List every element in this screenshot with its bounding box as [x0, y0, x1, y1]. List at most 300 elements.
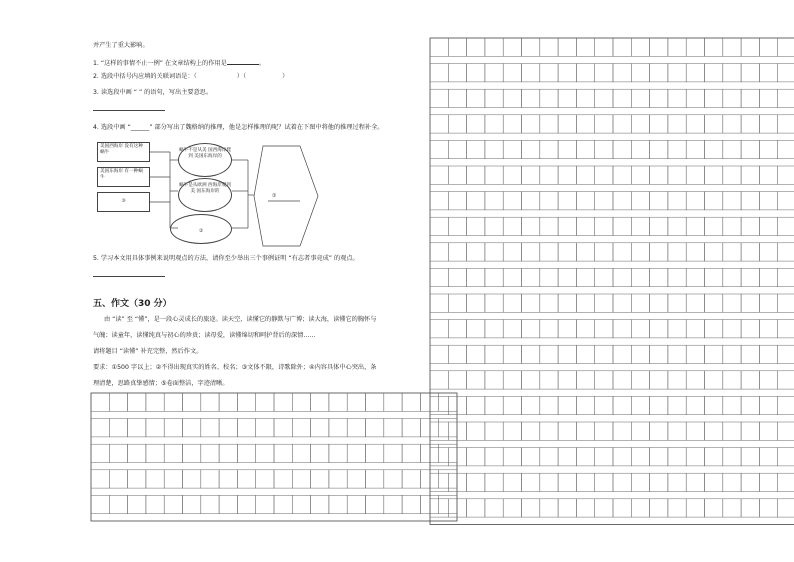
grid-cell[interactable]: [613, 243, 631, 261]
grid-cell[interactable]: [723, 268, 741, 286]
grid-cell[interactable]: [631, 243, 649, 261]
grid-cell[interactable]: [558, 422, 576, 440]
grid-cell[interactable]: [613, 89, 631, 107]
grid-cell[interactable]: [741, 243, 759, 261]
grid-cell[interactable]: [485, 243, 503, 261]
grid-cell[interactable]: [448, 294, 466, 312]
grid-cell[interactable]: [576, 115, 594, 133]
grid-cell[interactable]: [558, 371, 576, 389]
grid-cell[interactable]: [778, 422, 794, 440]
grid-cell[interactable]: [650, 268, 668, 286]
grid-cell[interactable]: [613, 294, 631, 312]
grid-cell[interactable]: [668, 166, 686, 184]
grid-cell[interactable]: [741, 217, 759, 235]
grid-cell[interactable]: [540, 345, 558, 363]
grid-cell[interactable]: [595, 473, 613, 491]
grid-cell[interactable]: [595, 217, 613, 235]
grid-cell[interactable]: [576, 294, 594, 312]
grid-cell[interactable]: [558, 140, 576, 158]
grid-cell[interactable]: [576, 371, 594, 389]
grid-cell[interactable]: [540, 473, 558, 491]
grid-cell[interactable]: [558, 115, 576, 133]
grid-cell[interactable]: [759, 217, 777, 235]
grid-cell[interactable]: [558, 320, 576, 338]
grid-cell[interactable]: [448, 371, 466, 389]
grid-cell[interactable]: [558, 294, 576, 312]
grid-cell[interactable]: [503, 320, 521, 338]
grid-cell[interactable]: [467, 499, 485, 517]
grid-cell[interactable]: [741, 371, 759, 389]
grid-cell[interactable]: [631, 422, 649, 440]
grid-cell[interactable]: [467, 64, 485, 82]
grid-cell[interactable]: [540, 396, 558, 414]
grid-cell[interactable]: [741, 166, 759, 184]
grid-cell[interactable]: [558, 268, 576, 286]
grid-cell[interactable]: [631, 38, 649, 56]
grid-cell[interactable]: [723, 64, 741, 82]
grid-cell[interactable]: [613, 371, 631, 389]
grid-cell[interactable]: [741, 38, 759, 56]
grid-cell[interactable]: [503, 192, 521, 210]
grid-cell[interactable]: [613, 499, 631, 517]
grid-cell[interactable]: [705, 320, 723, 338]
grid-cell[interactable]: [430, 38, 448, 56]
grid-cell[interactable]: [741, 89, 759, 107]
diagram-ellipse-blank-2[interactable]: ②: [170, 214, 232, 244]
grid-cell[interactable]: [705, 166, 723, 184]
grid-cell[interactable]: [485, 371, 503, 389]
grid-cell[interactable]: [485, 64, 503, 82]
grid-cell[interactable]: [759, 243, 777, 261]
grid-cell[interactable]: [576, 422, 594, 440]
grid-cell[interactable]: [668, 89, 686, 107]
grid-cell[interactable]: [595, 396, 613, 414]
grid-cell[interactable]: [522, 320, 540, 338]
grid-cell[interactable]: [430, 448, 448, 466]
grid-cell[interactable]: [485, 345, 503, 363]
grid-cell[interactable]: [522, 473, 540, 491]
grid-cell[interactable]: [686, 371, 704, 389]
grid-cell[interactable]: [613, 140, 631, 158]
grid-cell[interactable]: [522, 448, 540, 466]
grid-cell[interactable]: [558, 243, 576, 261]
grid-cell[interactable]: [467, 38, 485, 56]
grid-cell[interactable]: [595, 38, 613, 56]
grid-cell[interactable]: [430, 89, 448, 107]
grid-cell[interactable]: [430, 217, 448, 235]
grid-cell[interactable]: [668, 320, 686, 338]
grid-cell[interactable]: [448, 268, 466, 286]
grid-cell[interactable]: [467, 371, 485, 389]
grid-cell[interactable]: [448, 422, 466, 440]
grid-cell[interactable]: [540, 217, 558, 235]
grid-cell[interactable]: [668, 64, 686, 82]
grid-cell[interactable]: [448, 192, 466, 210]
grid-cell[interactable]: [576, 64, 594, 82]
grid-cell[interactable]: [448, 166, 466, 184]
grid-cell[interactable]: [430, 115, 448, 133]
grid-cell[interactable]: [668, 140, 686, 158]
grid-cell[interactable]: [595, 345, 613, 363]
grid-cell[interactable]: [650, 166, 668, 184]
grid-cell[interactable]: [778, 320, 794, 338]
grid-cell[interactable]: [503, 217, 521, 235]
grid-cell[interactable]: [631, 345, 649, 363]
grid-cell[interactable]: [448, 499, 466, 517]
grid-cell[interactable]: [503, 473, 521, 491]
grid-cell[interactable]: [595, 192, 613, 210]
grid-cell[interactable]: [558, 499, 576, 517]
grid-cell[interactable]: [759, 192, 777, 210]
grid-cell[interactable]: [613, 192, 631, 210]
grid-cell[interactable]: [705, 422, 723, 440]
grid-cell[interactable]: [650, 115, 668, 133]
grid-cell[interactable]: [723, 140, 741, 158]
grid-cell[interactable]: [595, 422, 613, 440]
grid-cell[interactable]: [613, 38, 631, 56]
grid-cell[interactable]: [448, 320, 466, 338]
grid-cell[interactable]: [778, 89, 794, 107]
grid-cell[interactable]: [522, 38, 540, 56]
grid-cell[interactable]: [430, 140, 448, 158]
grid-cell[interactable]: [595, 499, 613, 517]
grid-cell[interactable]: [430, 320, 448, 338]
grid-cell[interactable]: [540, 499, 558, 517]
grid-cell[interactable]: [631, 192, 649, 210]
grid-cell[interactable]: [759, 294, 777, 312]
grid-cell[interactable]: [485, 499, 503, 517]
grid-cell[interactable]: [540, 268, 558, 286]
grid-cell[interactable]: [558, 38, 576, 56]
grid-cell[interactable]: [467, 89, 485, 107]
grid-cell[interactable]: [485, 217, 503, 235]
grid-cell[interactable]: [759, 448, 777, 466]
grid-cell[interactable]: [595, 166, 613, 184]
grid-cell[interactable]: [503, 166, 521, 184]
grid-cell[interactable]: [595, 371, 613, 389]
grid-cell[interactable]: [723, 448, 741, 466]
grid-cell[interactable]: [540, 115, 558, 133]
grid-cell[interactable]: [631, 115, 649, 133]
grid-cell[interactable]: [576, 217, 594, 235]
grid-cell[interactable]: [613, 396, 631, 414]
grid-cell[interactable]: [631, 396, 649, 414]
grid-cell[interactable]: [522, 115, 540, 133]
grid-cell[interactable]: [778, 217, 794, 235]
grid-cell[interactable]: [430, 166, 448, 184]
grid-cell[interactable]: [650, 217, 668, 235]
grid-cell[interactable]: [485, 294, 503, 312]
grid-cell[interactable]: [430, 294, 448, 312]
grid-cell[interactable]: [686, 294, 704, 312]
grid-cell[interactable]: [668, 396, 686, 414]
grid-cell[interactable]: [540, 448, 558, 466]
grid-cell[interactable]: [723, 166, 741, 184]
grid-cell[interactable]: [503, 64, 521, 82]
grid-cell[interactable]: [650, 64, 668, 82]
grid-cell[interactable]: [467, 396, 485, 414]
grid-cell[interactable]: [595, 89, 613, 107]
grid-cell[interactable]: [522, 294, 540, 312]
grid-cell[interactable]: [503, 89, 521, 107]
grid-cell[interactable]: [448, 89, 466, 107]
grid-cell[interactable]: [467, 422, 485, 440]
grid-cell[interactable]: [503, 294, 521, 312]
grid-cell[interactable]: [576, 38, 594, 56]
grid-cell[interactable]: [613, 422, 631, 440]
grid-cell[interactable]: [522, 268, 540, 286]
grid-cell[interactable]: [558, 473, 576, 491]
grid-cell[interactable]: [668, 345, 686, 363]
grid-cell[interactable]: [650, 192, 668, 210]
grid-cell[interactable]: [705, 243, 723, 261]
grid-cell[interactable]: [576, 192, 594, 210]
grid-cell[interactable]: [668, 499, 686, 517]
grid-cell[interactable]: [540, 89, 558, 107]
grid-cell[interactable]: [631, 320, 649, 338]
grid-cell[interactable]: [485, 115, 503, 133]
grid-cell[interactable]: [613, 320, 631, 338]
grid-cell[interactable]: [723, 473, 741, 491]
grid-cell[interactable]: [448, 448, 466, 466]
grid-cell[interactable]: [448, 396, 466, 414]
grid-cell[interactable]: [595, 64, 613, 82]
grid-cell[interactable]: [613, 64, 631, 82]
grid-cell[interactable]: [631, 448, 649, 466]
grid-cell[interactable]: [650, 499, 668, 517]
grid-cell[interactable]: [778, 166, 794, 184]
grid-cell[interactable]: [430, 371, 448, 389]
grid-cell[interactable]: [650, 294, 668, 312]
grid-cell[interactable]: [705, 192, 723, 210]
grid-cell[interactable]: [723, 345, 741, 363]
grid-cell[interactable]: [558, 448, 576, 466]
grid-cell[interactable]: [467, 320, 485, 338]
grid-cell[interactable]: [467, 192, 485, 210]
grid-cell[interactable]: [631, 268, 649, 286]
grid-cell[interactable]: [686, 217, 704, 235]
grid-cell[interactable]: [723, 371, 741, 389]
grid-cell[interactable]: [686, 422, 704, 440]
grid-cell[interactable]: [759, 140, 777, 158]
grid-cell[interactable]: [668, 294, 686, 312]
grid-cell[interactable]: [576, 89, 594, 107]
grid-cell[interactable]: [467, 243, 485, 261]
grid-cell[interactable]: [741, 268, 759, 286]
grid-cell[interactable]: [613, 448, 631, 466]
grid-cell[interactable]: [668, 217, 686, 235]
grid-cell[interactable]: [595, 294, 613, 312]
grid-cell[interactable]: [613, 115, 631, 133]
grid-cell[interactable]: [650, 89, 668, 107]
grid-cell[interactable]: [522, 243, 540, 261]
grid-cell[interactable]: [741, 115, 759, 133]
grid-cell[interactable]: [686, 243, 704, 261]
grid-cell[interactable]: [686, 64, 704, 82]
grid-cell[interactable]: [576, 396, 594, 414]
grid-cell[interactable]: [686, 473, 704, 491]
grid-cell[interactable]: [503, 448, 521, 466]
grid-cell[interactable]: [595, 320, 613, 338]
grid-cell[interactable]: [503, 38, 521, 56]
diagram-hexagon-blank-1[interactable]: ①: [272, 193, 277, 199]
grid-cell[interactable]: [522, 396, 540, 414]
grid-cell[interactable]: [503, 115, 521, 133]
grid-cell[interactable]: [631, 294, 649, 312]
grid-cell[interactable]: [705, 473, 723, 491]
grid-cell[interactable]: [467, 448, 485, 466]
grid-cell[interactable]: [686, 115, 704, 133]
grid-cell[interactable]: [503, 422, 521, 440]
grid-cell[interactable]: [613, 345, 631, 363]
grid-cell[interactable]: [485, 140, 503, 158]
grid-cell[interactable]: [723, 396, 741, 414]
grid-cell[interactable]: [522, 499, 540, 517]
grid-cell[interactable]: [741, 294, 759, 312]
grid-cell[interactable]: [576, 345, 594, 363]
grid-cell[interactable]: [686, 499, 704, 517]
grid-cell[interactable]: [759, 371, 777, 389]
grid-cell[interactable]: [430, 396, 448, 414]
grid-cell[interactable]: [705, 217, 723, 235]
grid-cell[interactable]: [650, 448, 668, 466]
grid-cell[interactable]: [650, 38, 668, 56]
grid-cell[interactable]: [485, 422, 503, 440]
grid-cell[interactable]: [467, 268, 485, 286]
grid-cell[interactable]: [741, 499, 759, 517]
grid-cell[interactable]: [631, 166, 649, 184]
grid-cell[interactable]: [741, 422, 759, 440]
grid-cell[interactable]: [741, 396, 759, 414]
grid-cell[interactable]: [540, 320, 558, 338]
grid-cell[interactable]: [576, 268, 594, 286]
grid-cell[interactable]: [705, 268, 723, 286]
grid-cell[interactable]: [759, 320, 777, 338]
grid-cell[interactable]: [723, 115, 741, 133]
grid-cell[interactable]: [778, 294, 794, 312]
grid-cell[interactable]: [522, 422, 540, 440]
grid-cell[interactable]: [485, 473, 503, 491]
grid-cell[interactable]: [741, 64, 759, 82]
grid-cell[interactable]: [540, 243, 558, 261]
grid-cell[interactable]: [723, 89, 741, 107]
grid-cell[interactable]: [705, 294, 723, 312]
grid-cell[interactable]: [430, 422, 448, 440]
grid-cell[interactable]: [759, 89, 777, 107]
grid-cell[interactable]: [522, 140, 540, 158]
grid-cell[interactable]: [650, 320, 668, 338]
grid-cell[interactable]: [759, 115, 777, 133]
grid-cell[interactable]: [686, 166, 704, 184]
grid-cell[interactable]: [522, 166, 540, 184]
grid-cell[interactable]: [650, 345, 668, 363]
grid-cell[interactable]: [558, 217, 576, 235]
grid-cell[interactable]: [485, 320, 503, 338]
grid-cell[interactable]: [668, 268, 686, 286]
grid-cell[interactable]: [778, 396, 794, 414]
grid-cell[interactable]: [759, 166, 777, 184]
grid-cell[interactable]: [522, 89, 540, 107]
grid-cell[interactable]: [759, 499, 777, 517]
grid-cell[interactable]: [467, 166, 485, 184]
grid-cell[interactable]: [723, 38, 741, 56]
grid-cell[interactable]: [576, 320, 594, 338]
grid-cell[interactable]: [650, 473, 668, 491]
grid-cell[interactable]: [705, 371, 723, 389]
grid-cell[interactable]: [540, 371, 558, 389]
grid-cell[interactable]: [595, 448, 613, 466]
grid-cell[interactable]: [485, 268, 503, 286]
grid-cell[interactable]: [650, 422, 668, 440]
grid-cell[interactable]: [485, 166, 503, 184]
grid-cell[interactable]: [741, 448, 759, 466]
grid-cell[interactable]: [686, 140, 704, 158]
grid-cell[interactable]: [723, 422, 741, 440]
grid-cell[interactable]: [759, 422, 777, 440]
grid-cell[interactable]: [485, 192, 503, 210]
grid-cell[interactable]: [430, 64, 448, 82]
grid-cell[interactable]: [485, 38, 503, 56]
grid-cell[interactable]: [448, 473, 466, 491]
grid-cell[interactable]: [668, 243, 686, 261]
grid-cell[interactable]: [576, 166, 594, 184]
grid-cell[interactable]: [686, 345, 704, 363]
grid-cell[interactable]: [723, 243, 741, 261]
grid-cell[interactable]: [613, 473, 631, 491]
grid-cell[interactable]: [631, 473, 649, 491]
grid-cell[interactable]: [705, 499, 723, 517]
grid-cell[interactable]: [778, 371, 794, 389]
grid-cell[interactable]: [558, 192, 576, 210]
grid-cell[interactable]: [540, 422, 558, 440]
grid-cell[interactable]: [705, 89, 723, 107]
grid-cell[interactable]: [558, 64, 576, 82]
grid-cell[interactable]: [668, 422, 686, 440]
grid-cell[interactable]: [778, 448, 794, 466]
grid-cell[interactable]: [778, 140, 794, 158]
grid-cell[interactable]: [576, 140, 594, 158]
grid-cell[interactable]: [503, 140, 521, 158]
grid-cell[interactable]: [503, 499, 521, 517]
grid-cell[interactable]: [778, 64, 794, 82]
grid-cell[interactable]: [759, 396, 777, 414]
grid-cell[interactable]: [631, 371, 649, 389]
grid-cell[interactable]: [558, 345, 576, 363]
grid-cell[interactable]: [668, 192, 686, 210]
grid-cell[interactable]: [723, 294, 741, 312]
grid-cell[interactable]: [723, 192, 741, 210]
grid-cell[interactable]: [741, 320, 759, 338]
grid-cell[interactable]: [467, 473, 485, 491]
grid-cell[interactable]: [778, 473, 794, 491]
grid-cell[interactable]: [448, 115, 466, 133]
grid-cell[interactable]: [558, 166, 576, 184]
grid-cell[interactable]: [576, 243, 594, 261]
grid-cell[interactable]: [723, 217, 741, 235]
grid-cell[interactable]: [686, 448, 704, 466]
grid-cell[interactable]: [668, 115, 686, 133]
grid-cell[interactable]: [759, 268, 777, 286]
grid-cell[interactable]: [668, 448, 686, 466]
grid-cell[interactable]: [485, 448, 503, 466]
grid-cell[interactable]: [522, 217, 540, 235]
grid-cell[interactable]: [448, 38, 466, 56]
grid-cell[interactable]: [741, 473, 759, 491]
grid-cell[interactable]: [613, 268, 631, 286]
grid-cell[interactable]: [595, 115, 613, 133]
grid-cell[interactable]: [467, 115, 485, 133]
grid-cell[interactable]: [778, 38, 794, 56]
